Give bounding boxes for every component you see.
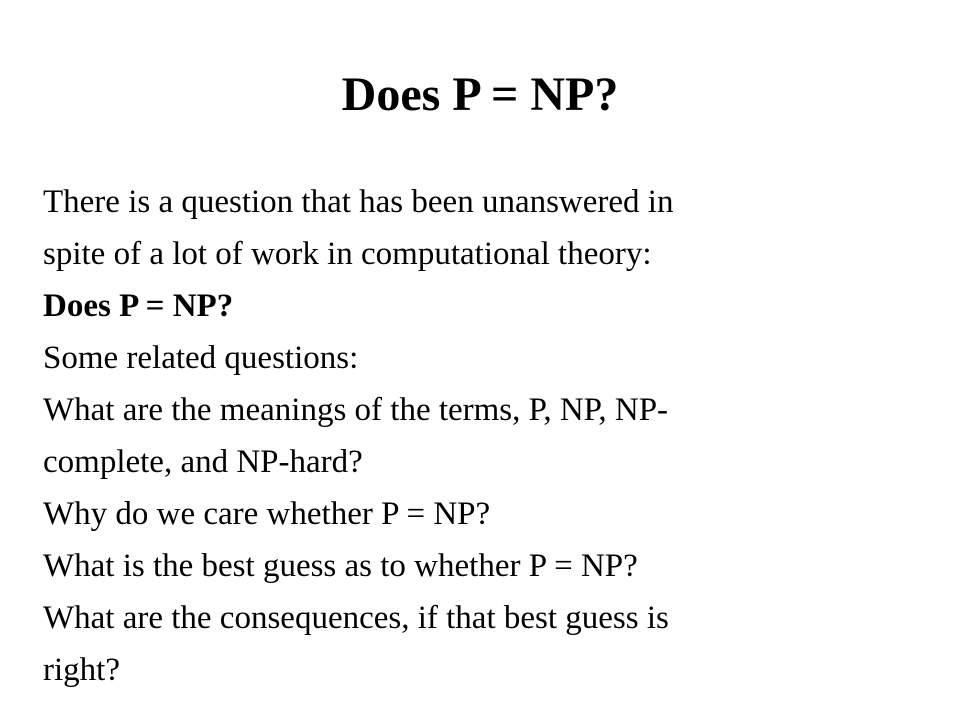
paragraph-line: There is a question that has been unanswered in bbox=[43, 184, 674, 220]
paragraph-line: What is the best guess as to whether P = NP? bbox=[43, 548, 638, 584]
paragraph-line: complete, and NP-hard? bbox=[43, 444, 363, 480]
paragraph-best-guess bbox=[43, 540, 923, 592]
slide-title: Does P = NP? bbox=[341, 68, 619, 121]
slide-body bbox=[43, 176, 923, 696]
paragraph-related-questions bbox=[43, 332, 923, 384]
paragraph-line: Some related questions: bbox=[43, 340, 359, 376]
paragraph-line: What are the meanings of the terms, P, NP, NP- bbox=[43, 392, 669, 428]
paragraph-line: Why do we care whether P = NP? bbox=[43, 496, 491, 532]
paragraph-line: right? bbox=[43, 652, 120, 688]
paragraph-line: spite of a lot of work in computational theory: bbox=[43, 236, 652, 272]
paragraph-line-emphasis: Does P = NP? bbox=[43, 288, 234, 324]
paragraph-consequences bbox=[43, 592, 923, 696]
paragraph-open-question bbox=[43, 176, 923, 332]
paragraph-meanings bbox=[43, 384, 923, 488]
paragraph-why-care bbox=[43, 488, 923, 540]
paragraph-line: What are the consequences, if that best guess is bbox=[43, 600, 669, 636]
